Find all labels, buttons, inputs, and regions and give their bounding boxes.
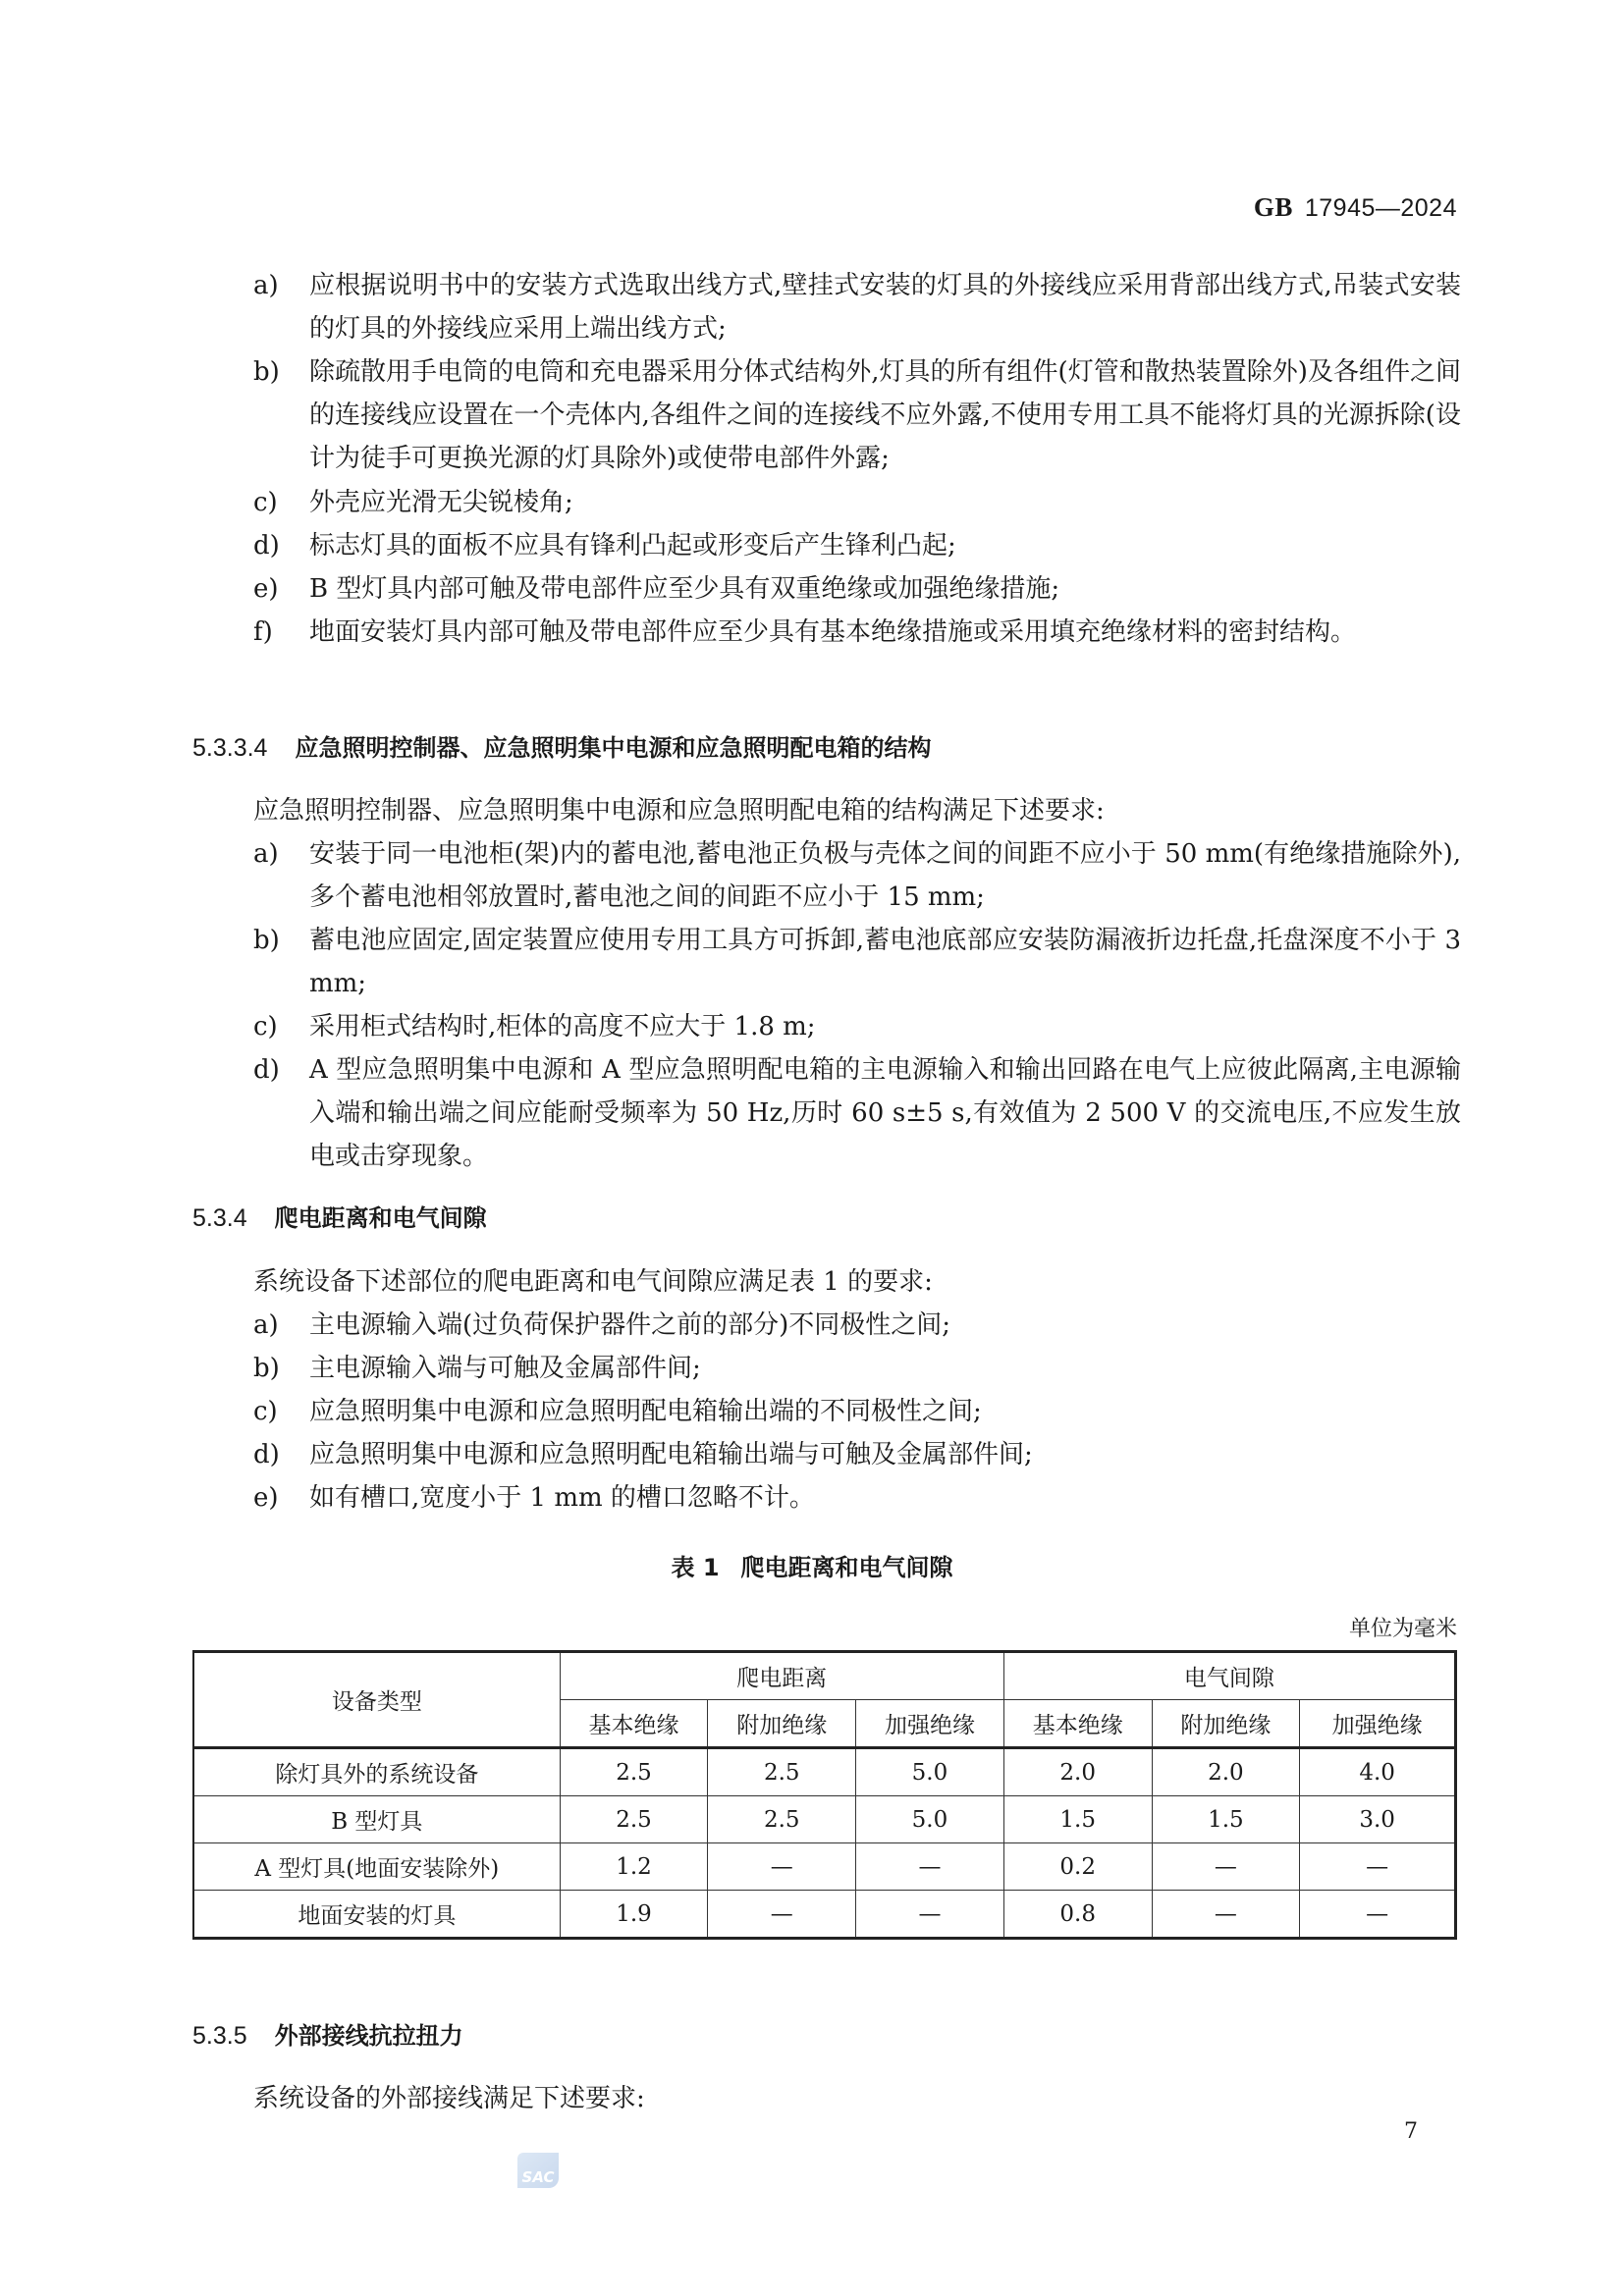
list-item [253, 524, 1461, 567]
section-number: 5.3.3.4 [192, 734, 268, 762]
list-item-text: 蓄电池应固定,固定装置应使用专用工具方可拆卸,蓄电池底部应安装防漏液折边托盘,托盘深度不小于 3 mm; [309, 926, 1461, 998]
cell-value: — [856, 1843, 1004, 1891]
list-item-label: d) [253, 1440, 280, 1469]
list-item-label: b) [253, 1354, 280, 1383]
list-item [253, 567, 1461, 611]
list-item-text: 地面安装灯具内部可触及带电部件应至少具有基本绝缘措施或采用填充绝缘材料的密封结构。 [309, 617, 1357, 647]
cell-value: 2.5 [708, 1796, 856, 1843]
standard-number: 17945—2024 [1304, 194, 1457, 222]
cell-value: 3.0 [1300, 1796, 1456, 1843]
cell-value: 0.8 [1003, 1891, 1152, 1939]
cell-value: 5.0 [856, 1796, 1004, 1843]
section-heading [192, 728, 931, 763]
section-title: 应急照明控制器、应急照明集中电源和应急照明配电箱的结构 [295, 734, 932, 762]
list-item-label: c) [253, 1012, 278, 1041]
cell-device-type: 地面安装的灯具 [193, 1891, 560, 1939]
section-heading [192, 2016, 463, 2051]
list-item-text: 应根据说明书中的安装方式选取出线方式,壁挂式安装的灯具的外接线应采用背部出线方式,吊装式安装的灯具的外接线应采用上端出线方式; [309, 271, 1461, 344]
section-number: 5.3.5 [192, 2022, 247, 2050]
cell-value: 2.5 [560, 1796, 708, 1843]
subheader-basic: 基本绝缘 [1003, 1700, 1152, 1748]
cell-value: 1.2 [560, 1843, 708, 1891]
header-device-type: 设备类型 [193, 1652, 560, 1748]
table-row [193, 1796, 1456, 1843]
cell-value: — [1300, 1891, 1456, 1939]
list-item-label: a) [253, 1310, 279, 1340]
list-item [253, 350, 1461, 480]
subheader-reinforced: 加强绝缘 [1300, 1700, 1456, 1748]
sac-logo: SAC [517, 2153, 559, 2188]
list-item-text: 应急照明集中电源和应急照明配电箱输出端的不同极性之间; [309, 1397, 982, 1426]
list-item-text: 除疏散用手电筒的电筒和充电器采用分体式结构外,灯具的所有组件(灯管和散热装置除外)及各组件之间的连接线应设置在一个壳体内,各组件之间的连接线不应外露,不使用专用工具不能将灯具的光源拆除(设计为徒手可更换光源的灯具除外)或使带电部件外露; [309, 357, 1461, 473]
cell-value: 5.0 [856, 1748, 1004, 1796]
clearance-table [192, 1650, 1457, 1940]
list-item-label: c) [253, 488, 278, 517]
table-row [193, 1843, 1456, 1891]
list-item-text: 采用柜式结构时,柜体的高度不应大于 1.8 m; [309, 1012, 816, 1041]
cell-value: — [1152, 1891, 1300, 1939]
list-item-label: b) [253, 926, 280, 955]
section-title: 外部接线抗拉扭力 [274, 2022, 463, 2050]
list-item [253, 1347, 1461, 1390]
header-creepage: 爬电距离 [560, 1652, 1003, 1700]
list-item-label: a) [253, 271, 279, 300]
list-item [253, 1005, 1461, 1048]
list-item [253, 1390, 1461, 1433]
list-item-text: 如有槽口,宽度小于 1 mm 的槽口忽略不计。 [309, 1483, 815, 1513]
list-item [253, 1433, 1461, 1476]
list-item [253, 611, 1461, 654]
list-item [253, 919, 1461, 1005]
section-title: 爬电距离和电气间隙 [274, 1204, 487, 1232]
list-item-text: 主电源输入端(过负荷保护器件之前的部分)不同极性之间; [309, 1310, 951, 1340]
list-item-label: b) [253, 357, 280, 387]
subheader-supplementary: 附加绝缘 [1152, 1700, 1300, 1748]
cell-value: — [856, 1891, 1004, 1939]
standard-code [1254, 192, 1457, 223]
section-intro: 系统设备的外部接线满足下述要求: [253, 2084, 645, 2113]
list-item [253, 1304, 1461, 1347]
list-item-label: a) [253, 839, 279, 869]
cell-value: 4.0 [1300, 1748, 1456, 1796]
section-intro: 应急照明控制器、应急照明集中电源和应急照明配电箱的结构满足下述要求: [253, 796, 1105, 826]
list-item-label: c) [253, 1397, 278, 1426]
subheader-basic: 基本绝缘 [560, 1700, 708, 1748]
list-item-text: B 型灯具内部可触及带电部件应至少具有双重绝缘或加强绝缘措施; [309, 574, 1060, 604]
list-item-text: A 型应急照明集中电源和 A 型应急照明配电箱的主电源输入和输出回路在电气上应彼此隔离,主电源输入端和输出端之间应能耐受频率为 50 Hz,历时 60 s±5 s,有效值为 2 500 V 的交流电压,不应发生放电或击穿现象。 [309, 1055, 1461, 1171]
subheader-reinforced: 加强绝缘 [856, 1700, 1004, 1748]
table-row [193, 1891, 1456, 1939]
cell-value: 2.0 [1003, 1748, 1152, 1796]
list-item [253, 1048, 1461, 1178]
cell-value: 1.5 [1003, 1796, 1152, 1843]
list-item-label: d) [253, 531, 280, 561]
section-heading [192, 1199, 487, 1233]
cell-value: 2.5 [708, 1748, 856, 1796]
table-row [193, 1748, 1456, 1796]
list-item-label: d) [253, 1055, 280, 1085]
table-title: 爬电距离和电气间隙 [740, 1554, 953, 1581]
cell-value: 2.5 [560, 1748, 708, 1796]
list-item-text: 主电源输入端与可触及金属部件间; [309, 1354, 701, 1383]
cell-value: 0.2 [1003, 1843, 1152, 1891]
list-item-text: 外壳应光滑无尖锐棱角; [309, 488, 573, 517]
list-item-text: 标志灯具的面板不应具有锋利凸起或形变后产生锋利凸起; [309, 531, 956, 561]
header-clearance: 电气间隙 [1003, 1652, 1455, 1700]
cell-value: 2.0 [1152, 1748, 1300, 1796]
cell-value: — [708, 1891, 856, 1939]
list-item [253, 264, 1461, 350]
subheader-supplementary: 附加绝缘 [708, 1700, 856, 1748]
cell-value: 1.5 [1152, 1796, 1300, 1843]
list-item [253, 1476, 1461, 1520]
list-item-label: f) [253, 617, 273, 647]
cell-device-type: A 型灯具(地面安装除外) [193, 1843, 560, 1891]
cell-value: — [708, 1843, 856, 1891]
cell-value: — [1300, 1843, 1456, 1891]
cell-device-type: B 型灯具 [193, 1796, 560, 1843]
list-item-label: e) [253, 574, 279, 604]
page-number: 7 [1404, 2119, 1418, 2144]
cell-device-type: 除灯具外的系统设备 [193, 1748, 560, 1796]
cell-value: — [1152, 1843, 1300, 1891]
table-number: 表 1 [671, 1554, 720, 1581]
table-caption [0, 1548, 1624, 1582]
cell-value: 1.9 [560, 1891, 708, 1939]
list-item-label: e) [253, 1483, 279, 1513]
list-item [253, 481, 1461, 524]
list-item [253, 832, 1461, 919]
list-item-text: 应急照明集中电源和应急照明配电箱输出端与可触及金属部件间; [309, 1440, 1033, 1469]
standard-prefix: GB [1253, 192, 1293, 222]
section-number: 5.3.4 [192, 1204, 247, 1232]
list-item-text: 安装于同一电池柜(架)内的蓄电池,蓄电池正负极与壳体之间的间距不应小于 50 mm(有绝缘措施除外),多个蓄电池相邻放置时,蓄电池之间的间距不应小于 15 mm; [309, 839, 1461, 912]
section-intro: 系统设备下述部位的爬电距离和电气间隙应满足表 1 的要求: [253, 1267, 933, 1297]
table-unit: 单位为毫米 [1348, 1617, 1457, 1641]
